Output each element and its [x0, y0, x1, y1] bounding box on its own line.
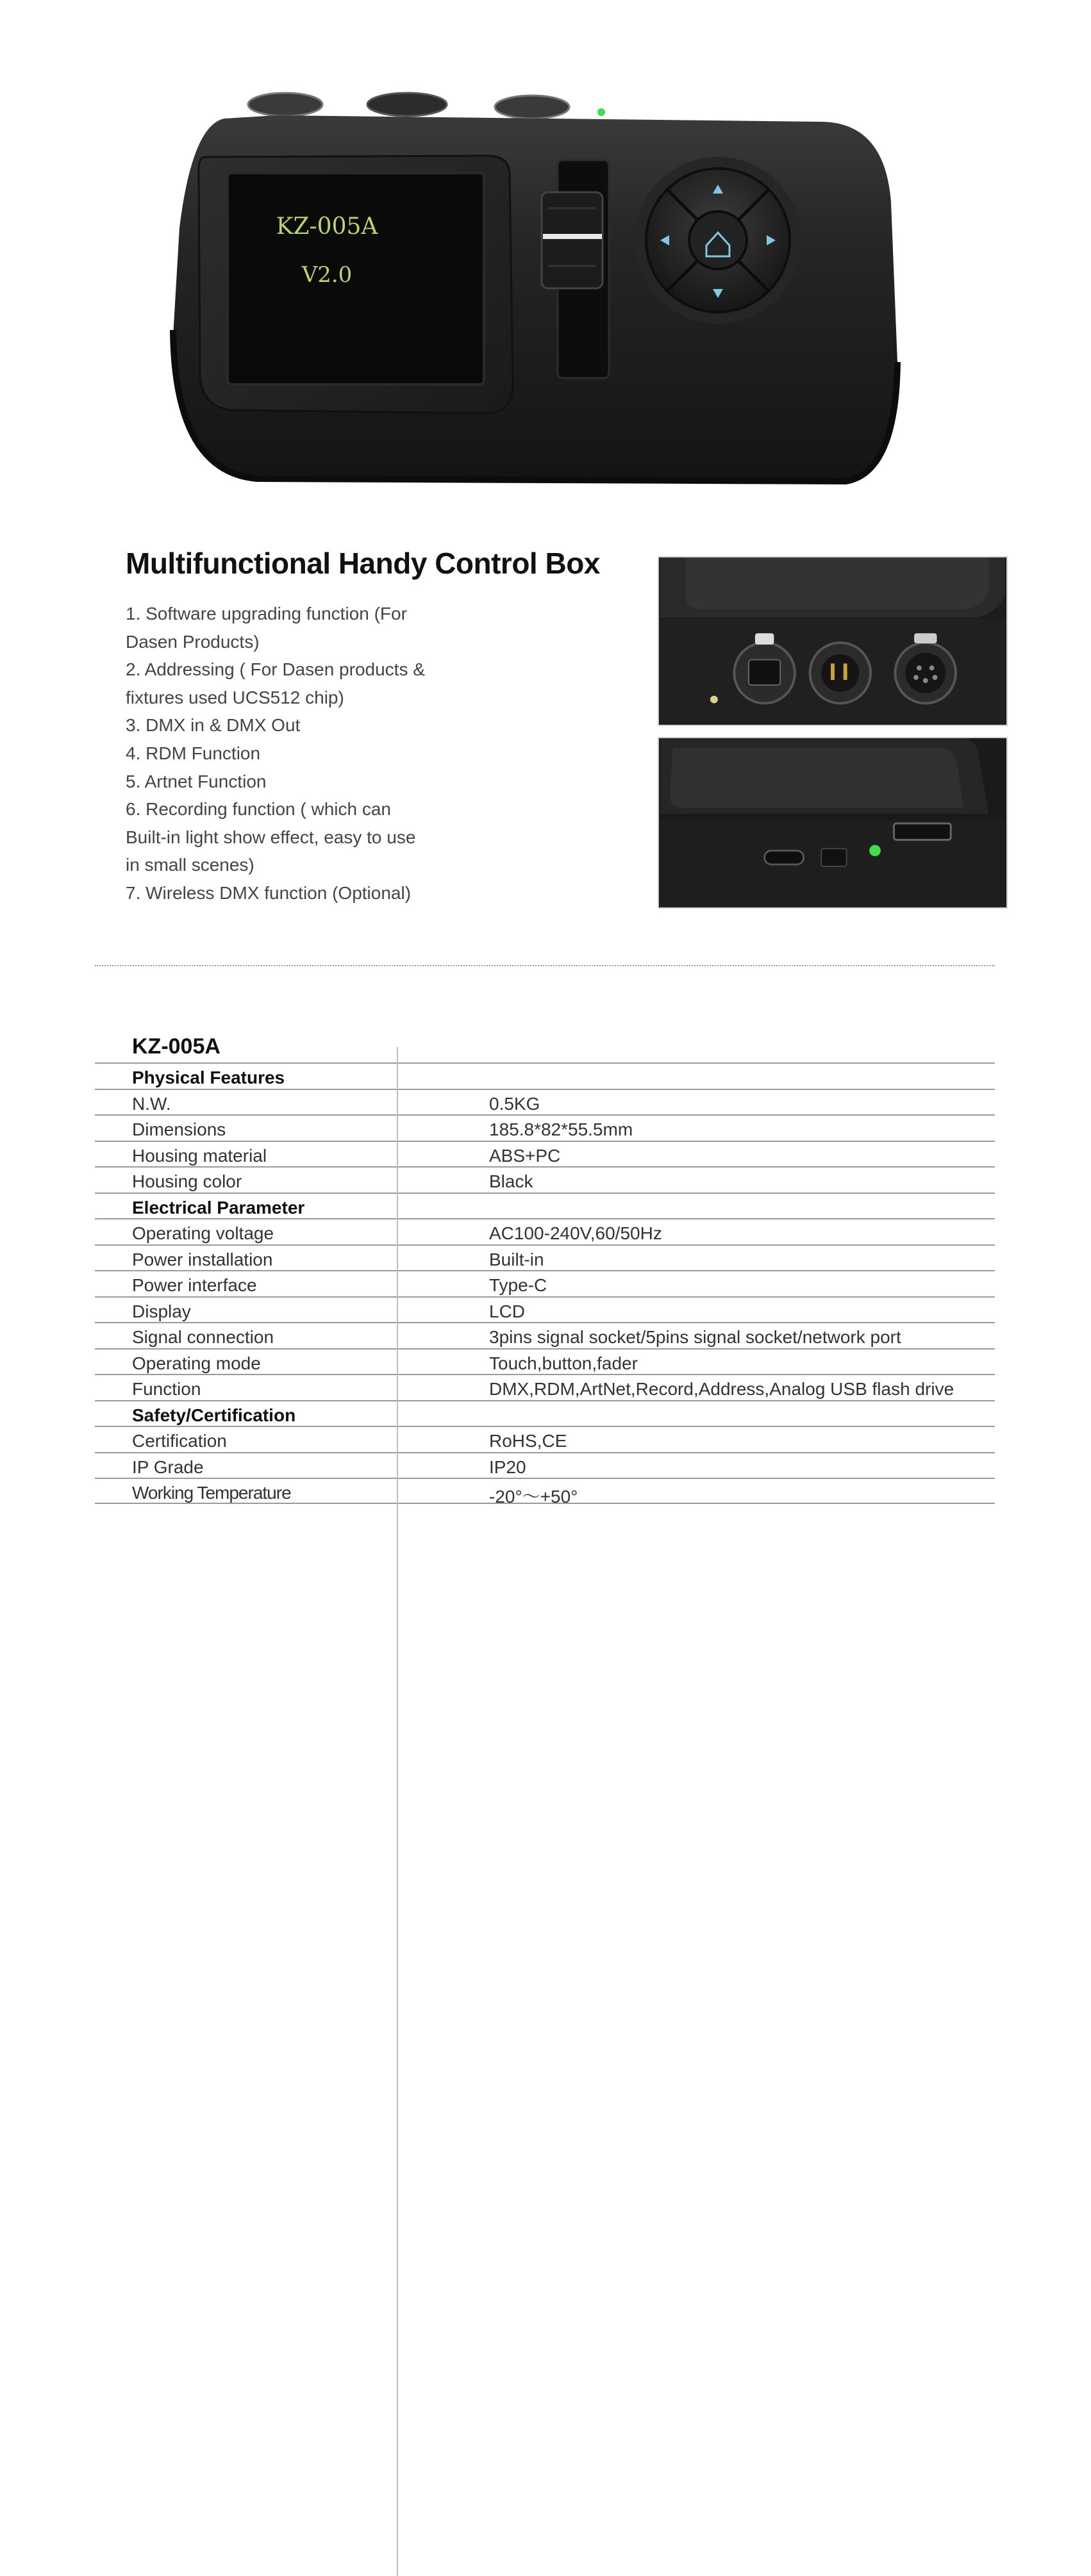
spec-row: [95, 1114, 995, 1141]
spec-row: [95, 1478, 995, 1507]
spec-value: 0.5KG: [489, 1093, 540, 1114]
spec-value: DMX,RDM,ArtNet,Record,Address,Analog USB flash drive: [489, 1379, 954, 1399]
spec-key: Physical Features: [132, 1068, 285, 1087]
power-led-icon: [597, 108, 605, 116]
feature-line: fixtures used UCS512 chip): [126, 687, 344, 707]
feature-line: 2. Addressing ( For Dasen products &: [126, 659, 425, 680]
spec-key: Electrical Parameter: [132, 1197, 305, 1218]
features-list: [126, 600, 459, 907]
spec-row: [95, 1166, 995, 1193]
usb-slot-icon: [894, 823, 951, 840]
spec-value: 185.8*82*55.5mm: [489, 1119, 633, 1139]
spec-row: [95, 1141, 995, 1167]
usb-side-photo: [658, 737, 1008, 909]
spec-row: [95, 1244, 995, 1271]
spec-row: [95, 1452, 995, 1478]
spec-section-row: [95, 1062, 995, 1089]
spec-key: IP Grade: [132, 1457, 204, 1477]
spec-key: Power installation: [132, 1249, 273, 1269]
feature-line: 1. Software upgrading function (For: [126, 604, 407, 623]
column-divider: [397, 1047, 398, 2576]
spec-row: [95, 1296, 995, 1323]
spec-row: [95, 1322, 995, 1348]
feature-line: 6. Recording function ( which can: [126, 799, 391, 820]
spec-row: [95, 1348, 995, 1375]
spec-key: Working Temperature: [132, 1483, 291, 1503]
spec-key: Dimensions: [132, 1119, 226, 1139]
spec-key: Operating voltage: [132, 1223, 274, 1243]
feature-line: 4. RDM Function: [126, 743, 261, 763]
spec-key: Signal connection: [132, 1327, 274, 1347]
screen-line-2: V2.0: [301, 262, 353, 288]
feature-line: in small scenes): [126, 855, 254, 875]
spec-value: RoHS,CE: [489, 1431, 567, 1451]
spec-value: -20°～+50°: [489, 1487, 578, 1507]
spec-value: AC100-240V,60/50Hz: [489, 1223, 662, 1243]
spec-value: Type-C: [489, 1275, 547, 1295]
top-connectors: [248, 93, 605, 119]
spec-row: [95, 1374, 995, 1400]
feature-line: 3. DMX in & DMX Out: [126, 715, 301, 736]
spec-value: 3pins signal socket/5pins signal socket/network port: [489, 1327, 901, 1347]
spec-key: Function: [132, 1379, 201, 1399]
green-led-icon: [869, 845, 881, 856]
spec-row: [95, 1089, 995, 1115]
spec-value: LCD: [489, 1301, 526, 1321]
spec-value: ABS+PC: [489, 1145, 561, 1166]
spec-key: Certification: [132, 1431, 227, 1451]
spec-rows: [95, 1062, 995, 1507]
fader-knob: [542, 192, 603, 288]
spec-key: Operating mode: [132, 1353, 261, 1373]
control-box-render: [154, 61, 923, 509]
xlr-3pin-icon: [810, 643, 871, 704]
spec-key: Housing color: [132, 1171, 242, 1191]
spec-key: Display: [132, 1301, 191, 1321]
spec-value: IP20: [489, 1457, 526, 1477]
connector-side-photo: [658, 556, 1008, 726]
spec-row: [95, 1426, 995, 1452]
status-led-icon: [710, 696, 718, 704]
spec-value: Built-in: [489, 1249, 544, 1269]
spec-key: Safety/Certification: [132, 1405, 296, 1425]
spec-key: Power interface: [132, 1275, 257, 1295]
spec-row: [95, 1218, 995, 1244]
feature-line: 5. Artnet Function: [126, 771, 267, 791]
screen-line-1: KZ-005A: [276, 213, 378, 240]
features-title: Multifunctional Handy Control Box: [126, 547, 600, 580]
spec-section-row: [95, 1400, 995, 1426]
spec-row: [95, 1270, 995, 1296]
lcd-screen: [228, 173, 484, 384]
section-divider: [95, 965, 995, 966]
switch-icon: [821, 848, 846, 866]
product-hero-image: [154, 61, 923, 509]
feature-line: 7. Wireless DMX function (Optional): [126, 882, 412, 903]
direction-pad: [635, 157, 801, 324]
feature-line: Built-in light show effect, easy to use: [126, 827, 416, 847]
spec-key: N.W.: [132, 1093, 171, 1114]
spec-section-row: [95, 1193, 995, 1219]
spec-value: Touch,button,fader: [489, 1353, 638, 1373]
type-c-port-icon: [765, 850, 804, 864]
spec-key: Housing material: [132, 1145, 267, 1166]
spec-value: Black: [489, 1171, 533, 1191]
spec-model-title: KZ-005A: [132, 1034, 221, 1059]
feature-line: Dasen Products): [126, 631, 260, 652]
